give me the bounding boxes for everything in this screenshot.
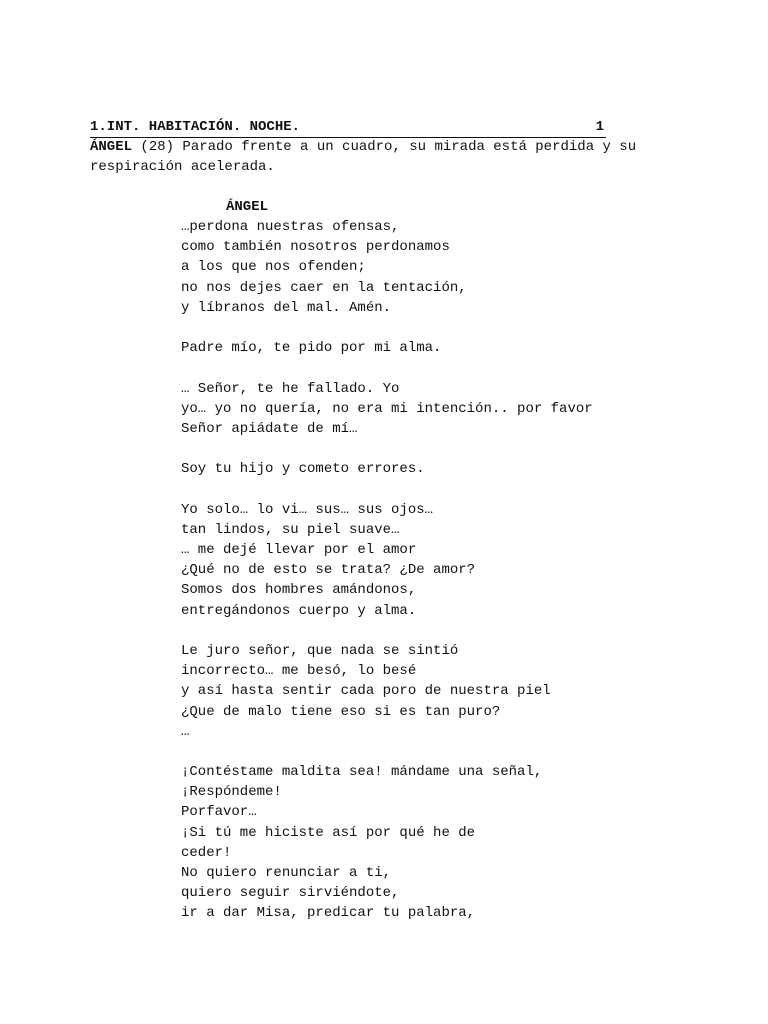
dialogue-line: Señor apiádate de mí… <box>181 420 358 437</box>
dialogue-line: ¿Qué no de esto se trata? ¿De amor? <box>181 562 476 579</box>
dialogue-line: a los que nos ofenden; <box>181 259 366 276</box>
dialogue-line: ir a dar Misa, predicar tu palabra, <box>181 905 476 922</box>
dialogue-line: ¿Que de malo tiene eso si es tan puro? <box>181 703 501 720</box>
dialogue-line: Porfavor… <box>181 804 257 821</box>
dialogue-line: No quiero renunciar a ti, <box>181 865 392 881</box>
scene-number: 1 <box>595 119 604 135</box>
dialogue-line <box>181 479 681 499</box>
character-cue: ÁNGEL <box>226 199 269 215</box>
dialogue-line: y líbranos del mal. Amén. <box>181 299 392 316</box>
dialogue-line: como también nosotros perdonamos <box>181 239 450 256</box>
dialogue-line: ceder! <box>181 844 232 861</box>
dialogue-block <box>181 217 681 924</box>
dialogue-line: Padre mío, te pido por mi alma. <box>181 340 442 357</box>
dialogue-line: ¡Respóndeme! <box>181 784 282 801</box>
dialogue-line: y así hasta sentir cada poro de nuestra piel <box>181 683 551 700</box>
dialogue-line <box>181 439 681 459</box>
dialogue-line: ¡Si tú me hiciste así por qué he de <box>181 824 476 841</box>
dialogue-line: … me dejé llevar por el amor <box>181 542 417 558</box>
dialogue-line <box>181 742 681 762</box>
dialogue-line: … Señor, te he fallado. Yo <box>181 380 400 397</box>
dialogue-line: … <box>181 723 190 740</box>
dialogue-line: no nos dejes caer en la tentación, <box>181 279 467 296</box>
dialogue-line: entregándonos cuerpo y alma. <box>181 602 417 619</box>
dialogue-line: tan lindos, su piel suave… <box>181 521 400 538</box>
dialogue-line <box>181 318 681 338</box>
dialogue-line: Le juro señor, que nada se sintió <box>181 642 459 659</box>
action-text: (28) Parado frente a un cuadro, su mirada está perdida y su respiración acelerada. <box>90 139 637 176</box>
dialogue-line: yo… yo no quería, no era mi intención.. por favor <box>181 400 593 417</box>
dialogue-line <box>181 358 681 378</box>
dialogue-line: Soy tu hijo y cometo errores. <box>181 461 425 478</box>
action-character-name: ÁNGEL <box>90 139 133 155</box>
dialogue-line: quiero seguir sirviéndote, <box>181 885 400 902</box>
dialogue-line <box>181 621 681 641</box>
scene-heading-text: 1.INT. HABITACIÓN. NOCHE. <box>90 119 301 135</box>
dialogue-line: …perdona nuestras ofensas, <box>181 219 400 235</box>
scene-heading <box>90 117 606 138</box>
dialogue-line: Somos dos hombres amándonos, <box>181 582 417 599</box>
dialogue-line: incorrecto… me besó, lo besé <box>181 663 417 680</box>
action-description <box>90 137 670 178</box>
dialogue-line: ¡Contéstame maldita sea! mándame una señal, <box>181 764 543 781</box>
dialogue-line: Yo solo… lo vi… sus… sus ojos… <box>181 501 434 518</box>
